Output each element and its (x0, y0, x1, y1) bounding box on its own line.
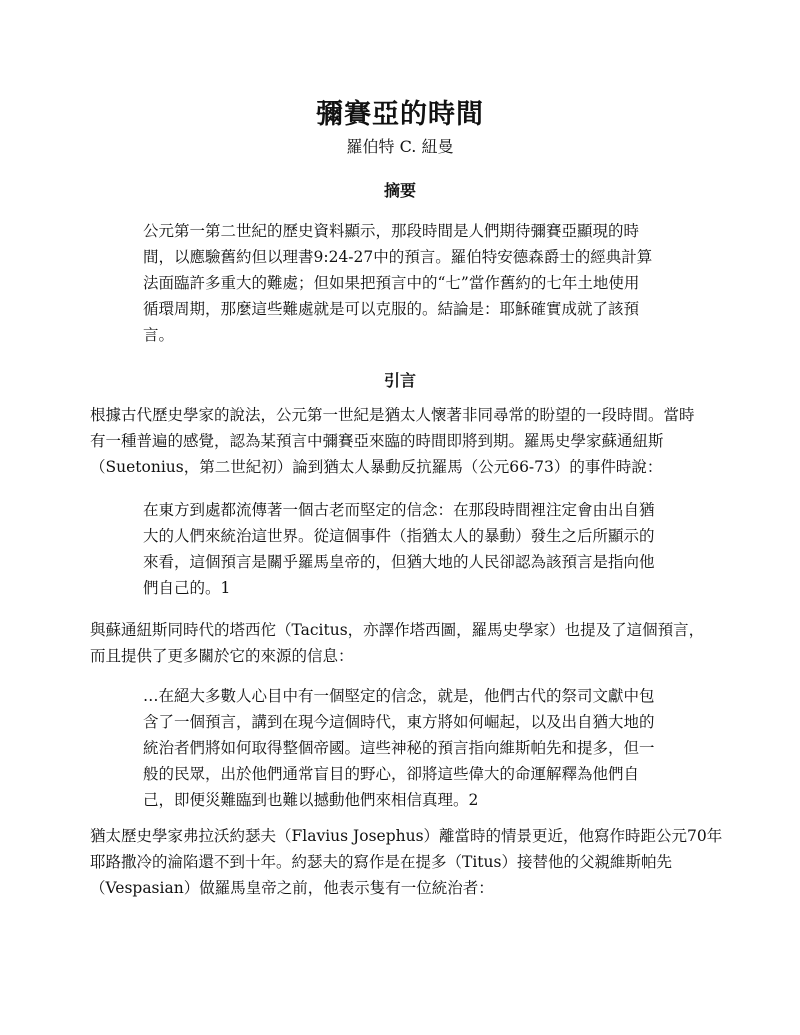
text-line: 來看，這個預言是關乎羅馬皇帝的，但猶大地的人民卻認為該預言是指向他 (143, 553, 655, 571)
abstract-heading: 摘要 (383, 181, 416, 200)
text-line: 統治者們將如何取得整個帝國。這些神秘的預言指向維斯帕先和提多，但一 (143, 739, 655, 757)
block-quote-1 (143, 497, 683, 601)
text-line: 大的人們來統治這世界。從這個事件（指猶太人的暴動）發生之后所顯示的 (143, 527, 655, 545)
text-line: 循環周期，那麼這些難處就是可以克服的。結論是：耶穌確實成就了該預 (143, 300, 640, 318)
author-name: 羅伯特 C. 紐曼 (346, 137, 454, 156)
text-line: 與蘇通紐斯同時代的塔西佗（Tacitus，亦譯作塔西圖，羅馬史學家）也提及了這個預言， (90, 621, 705, 639)
intro-heading: 引言 (383, 371, 416, 390)
text-line: 般的民眾，出於他們通常盲目的野心，卻將這些偉大的命運解釋為他們自 (143, 765, 640, 783)
intro-paragraph-3 (90, 823, 723, 901)
text-line: 含了一個預言，講到在現今這個時代，東方將如何崛起，以及出自猶大地的 (143, 713, 655, 731)
text-line: …在絕大多數人心目中有一個堅定的信念，就是，他們古代的祭司文獻中包 (143, 687, 655, 705)
text-line: 猶太歷史學家弗拉沃約瑟夫（Flavius Josephus）離當時的情景更近，他寫作時距公元70年 (90, 827, 723, 845)
page-title: 彌賽亞的時間 (316, 99, 484, 130)
text-line: 法面臨許多重大的難處；但如果把預言中的“七”當作舊約的七年土地使用 (143, 274, 640, 292)
intro-paragraph-2 (90, 617, 715, 669)
text-line: 公元第一第二世紀的歷史資料顯示，那段時間是人們期待彌賽亞顯現的時 (143, 222, 640, 240)
intro-paragraph-1 (90, 402, 715, 480)
text-line: 間，以應驗舊約但以理書9:24-27中的預言。羅伯特安德森爵士的經典計算 (143, 248, 653, 266)
text-line: 有一種普遍的感覺，認為某預言中彌賽亞來臨的時間即將到期。羅馬史學家蘇通紐斯 (90, 432, 664, 450)
text-line: 耶路撒冷的淪陷還不到十年。約瑟夫的寫作是在提多（Titus）接替他的父親維斯帕先 (90, 853, 672, 871)
abstract-paragraph (143, 218, 663, 348)
text-line: （Suetonius，第二世紀初）論到猶太人暴動反抗羅馬（公元66-73）的事件時說： (90, 458, 663, 476)
text-line: 根據古代歷史學家的說法，公元第一世紀是猶太人懷著非同尋常的盼望的一段時間。當時 (90, 406, 695, 424)
text-line: 在東方到處都流傳著一個古老而堅定的信念：在那段時間裡注定會由出自猶 (143, 501, 655, 519)
text-line: 己，即便災難臨到也難以撼動他們來相信真理。2 (143, 791, 479, 809)
text-line: 而且提供了更多關於它的來源的信息： (90, 647, 354, 665)
text-line: 言。 (143, 326, 175, 344)
block-quote-2 (143, 683, 683, 813)
text-line: 們自己的。1 (143, 579, 231, 597)
text-line: （Vespasian）做羅馬皇帝之前，他表示隻有一位統治者： (90, 879, 494, 897)
